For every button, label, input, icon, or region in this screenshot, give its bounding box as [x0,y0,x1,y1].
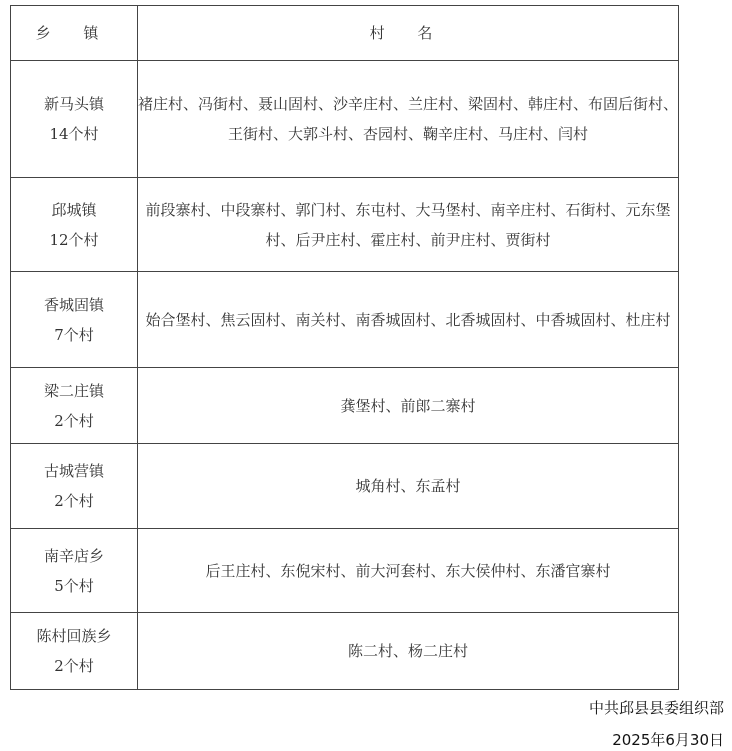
village-table [10,5,679,690]
town-name: 陈村回族乡 [36,627,112,645]
village-count: 2个村 [54,657,94,675]
issue-date: 2025年6月30日 [612,731,724,749]
header-villages: 村 名 [138,6,679,61]
town-cell [11,613,138,690]
village-count: 7个村 [54,325,94,344]
village-count: 14个村 [49,125,99,143]
table-row [11,61,679,178]
town-name: 梁二庄镇 [43,381,104,400]
town-cell [11,368,138,444]
village-count: 12个村 [49,230,99,249]
village-list: 前段寨村、中段寨村、郭门村、东屯村、大马堡村、南辛庄村、石街村、元东堡村、后尹庄村、霍庄村、前尹庄村、贾街村 [138,178,679,272]
town-cell [11,272,138,368]
village-count: 2个村 [54,492,94,510]
village-list: 陈二村、杨二庄村 [138,613,679,690]
village-list: 始合堡村、焦云固村、南关村、南香城固村、北香城固村、中香城固村、杜庄村 [138,272,679,368]
village-list: 龚堡村、前郎二寨村 [138,368,679,444]
town-name: 古城营镇 [43,462,104,480]
header-town: 乡 镇 [11,6,138,61]
issuing-organization: 中共邱县县委组织部 [588,699,724,717]
table-row [11,272,679,368]
table-row [11,178,679,272]
table-row [11,368,679,444]
table-header-row [11,6,679,61]
village-list: 城角村、东孟村 [138,444,679,529]
table-row [11,613,679,690]
town-cell [11,444,138,529]
village-list: 后王庄村、东倪宋村、前大河套村、东大侯仲村、东潘官寨村 [138,529,679,613]
town-name: 南辛店乡 [43,546,104,565]
town-cell [11,61,138,178]
village-count: 2个村 [54,411,94,430]
village-list: 褚庄村、冯街村、聂山固村、沙辛庄村、兰庄村、梁固村、韩庄村、布固后街村、王街村、大郭斗村、杏园村、鞠辛庄村、马庄村、闫村 [138,61,679,178]
table-row [11,444,679,529]
town-cell [11,529,138,613]
table-row [11,529,679,613]
village-count: 5个村 [54,576,94,595]
town-name: 邱城镇 [51,200,97,219]
town-name: 新马头镇 [43,95,104,113]
town-cell [11,178,138,272]
town-name: 香城固镇 [43,295,104,314]
